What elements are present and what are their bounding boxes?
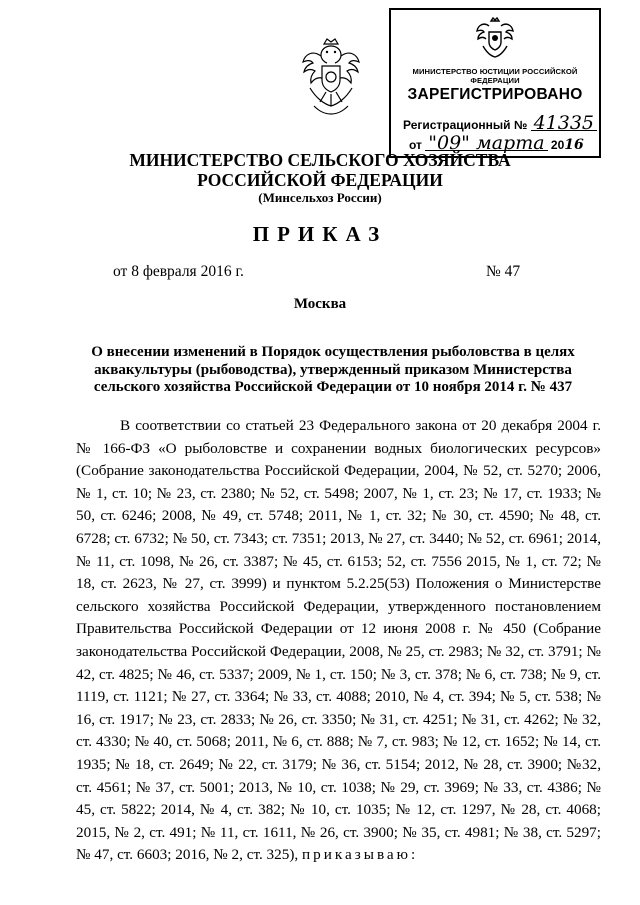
order-number: № 47	[486, 263, 521, 280]
stamp-registered: ЗАРЕГИСТРИРОВАНО	[407, 86, 583, 103]
ministry-name-line1: МИНИСТЕРСТВО СЕЛЬСКОГО ХОЗЯЙСТВА	[129, 150, 511, 170]
document-type: ПРИКАЗ	[252, 222, 388, 246]
body-paragraph	[76, 415, 601, 867]
ministry-short-name: (Минсельхоз России)	[258, 190, 382, 205]
city: Москва	[293, 296, 347, 312]
registration-stamp	[389, 8, 601, 158]
body-text: В соответствии со статьей 23 Федерального закона от 20 декабря 2004 г. № 166-ФЗ «О рыболовстве и сохранении водных биологических ресурсов» (Собрание законодательства Российской Федерации, 2004, № 52, ст. 5270; 2006, № 1, ст. 10; № 23, ст. 2380; № 52, ст. 5498; 2007, № 1, ст. 23; № 17, ст. 1933; № 50, ст. 6246; 2008, № 49, ст. 5748; 2011, № 1, ст. 32; № 30, ст. 4590; № 48, ст. 6728; ст. 6732; № 50, ст. 7343; ст. 7351; 2013, № 27, ст. 3440; № 52, ст. 6961; 2014, № 11, ст. 1098, № 26, ст. 3387; № 45, ст. 6153; 52, ст. 7556 2015, № 1, ст. 72; № 18, ст. 2623, № 27, ст. 3999) и пунктом 5.2.25(53) Положения о Министерстве сельского хозяйства Российской Федерации, утвержденного постановлением Правительства Российской Федерации от 12 июня 2008 г. № 450 (Собрание законодательства Российской Федерации, 2008, № 25, ст. 2983; № 32, ст. 3791; № 42, ст. 4825; № 46, ст. 5337; 2009, № 1, ст. 150; № 3, ст. 378; № 6, ст. 738; № 9, ст. 1119, ст. 1121; № 27, ст. 3364; № 33, ст. 4088; 2010, № 4, ст. 394; № 5, ст. 538; № 16, ст. 1917; № 23, ст. 2833; № 26, ст. 3350; № 31, ст. 4251; № 31, ст. 4262; № 32, ст. 4330; № 40, ст. 5068; 2011, № 6, ст. 888; № 7, ст. 983; № 12, ст. 1652; № 14, ст. 1935; № 18, ст. 2649; № 22, ст. 3179; № 36, ст. 5154; 2012, № 28, ст. 3900; №32, ст. 4561; № 37, ст. 5001; 2013, № 10, ст. 1038; № 29, ст. 3969; № 33, ст. 4386; № 45, ст. 5822; 2014, № 4, ст. 382; № 10, ст. 1035; № 12, ст. 1297, № 28, ст. 4068; 2015, № 2, ст. 491; № 11, ст. 1611, № 26, ст. 3900; № 35, ст. 4981; № 38, ст. 5297; № 47, ст. 6603; 2016, № 2, ст. 325),	[76, 417, 601, 864]
stamp-year-handwritten: 16	[564, 137, 584, 153]
stamp-emblem-icon	[475, 16, 515, 60]
stamp-date-handwritten: "09" марта	[425, 136, 547, 151]
ministry-name-line2: РОССИЙСКОЙ ФЕДЕРАЦИИ	[197, 170, 443, 190]
stamp-date-prefix: от	[409, 138, 422, 152]
coat-of-arms-icon	[300, 36, 362, 118]
document-title: О внесении изменений в Порядок осуществления рыболовства в целях аквакультуры (рыбоводства), утвержденный приказом Министерства сельского хозяйства Российской Федерации от 10 ноября 2014 г. № 437	[91, 344, 575, 395]
stamp-ministry: МИНИСТЕРСТВО ЮСТИЦИИ РОССИЙСКОЙ ФЕДЕРАЦИИ	[412, 67, 578, 85]
stamp-reg-line	[403, 112, 597, 134]
stamp-year-prefix: 20	[550, 138, 565, 152]
stamp-reg-label: Регистрационный №	[403, 118, 528, 132]
closing-word: приказываю:	[302, 846, 419, 864]
order-date: от 8 февраля 2016 г.	[113, 263, 244, 280]
stamp-reg-number: 41335	[531, 116, 597, 131]
